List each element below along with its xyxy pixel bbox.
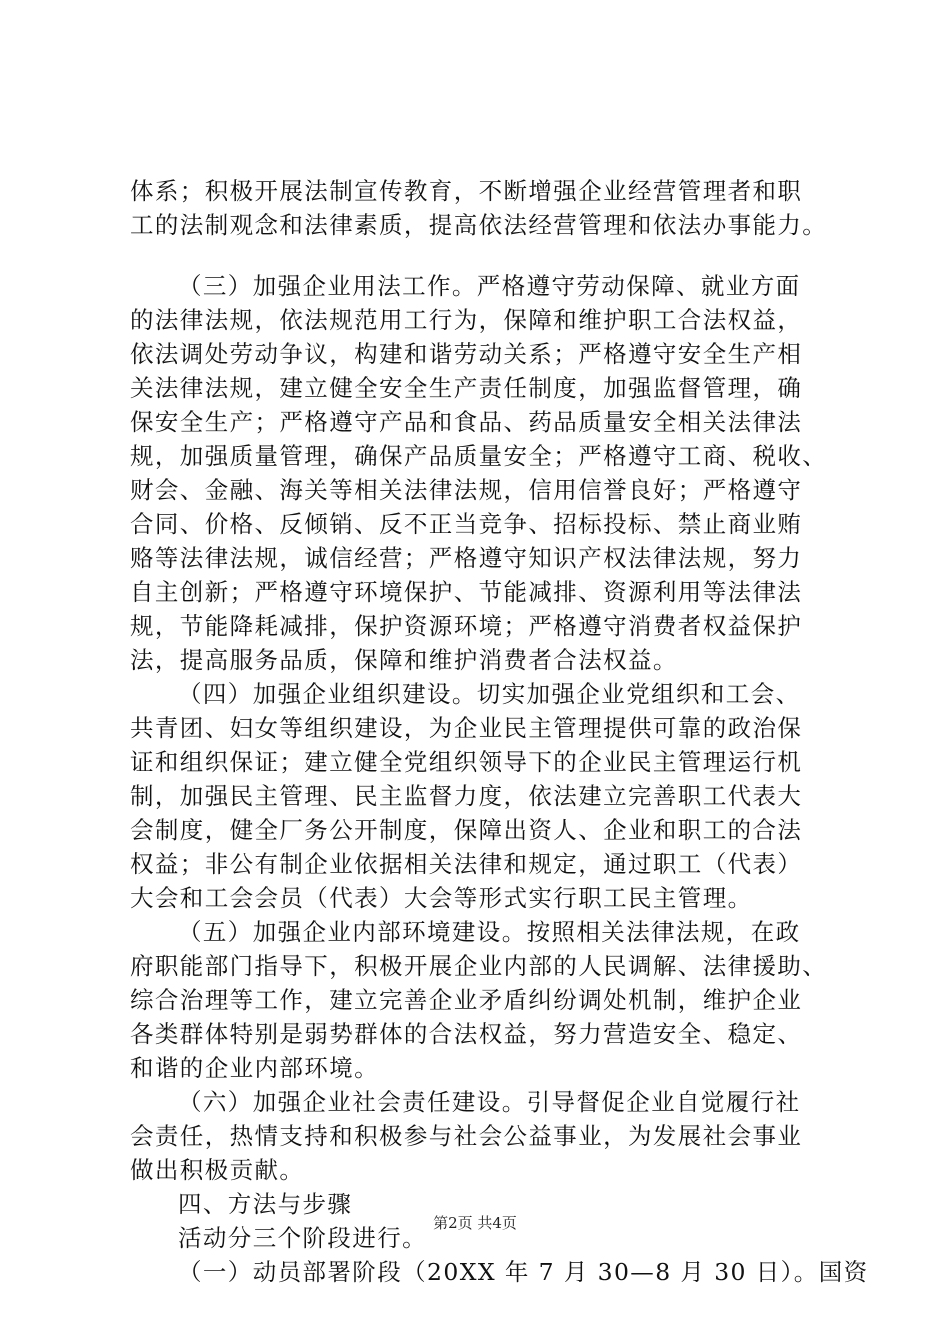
text-line: 规，加强质量管理，确保产品质量安全；严格遵守工商、税收、 — [130, 442, 828, 470]
text-line: 做出积极贡献。 — [130, 1156, 305, 1184]
text-line: 合同、价格、反倾销、反不正当竞争、招标投标、禁止商业贿 — [130, 510, 803, 538]
text-line: 会责任，热情支持和积极参与社会公益事业，为发展社会事业 — [130, 1122, 803, 1150]
paragraph-first-line: （五）加强企业内部环境建设。按照相关法律法规，在政 — [178, 918, 801, 946]
page-number: 第2页 共4页 — [433, 1214, 517, 1232]
text-line: 府职能部门指导下，积极开展企业内部的人民调解、法律援助、 — [130, 952, 828, 980]
paragraph-first-line: （六）加强企业社会责任建设。引导督促企业自觉履行社 — [178, 1088, 801, 1116]
paragraph-first-line: （三）加强企业用法工作。严格遵守劳动保障、就业方面 — [178, 272, 801, 300]
text-line: 规，节能降耗减排，保护资源环境；严格遵守消费者权益保护 — [130, 612, 803, 640]
text-line: 体系；积极开展法制宣传教育，不断增强企业经营管理者和职 — [130, 177, 803, 205]
text-line: 赂等法律法规，诚信经营；严格遵守知识产权法律法规，努力 — [130, 544, 803, 572]
text-line: 保安全生产；严格遵守产品和食品、药品质量安全相关法律法 — [130, 408, 803, 436]
text-line: 证和组织保证；建立健全党组织领导下的企业民主管理运行机 — [130, 748, 803, 776]
paragraph-first-line: （四）加强企业组织建设。切实加强企业党组织和工会、 — [178, 680, 801, 708]
text-line: 大会和工会会员（代表）大会等形式实行职工民主管理。 — [130, 884, 753, 912]
text-line: 关法律法规，建立健全安全生产责任制度，加强监督管理，确 — [130, 374, 803, 402]
text-line: 综合治理等工作，建立完善企业矛盾纠纷调处机制，维护企业 — [130, 986, 803, 1014]
text-line: 依法调处劳动争议，构建和谐劳动关系；严格遵守安全生产相 — [130, 340, 803, 368]
text-line: 共青团、妇女等组织建设，为企业民主管理提供可靠的政治保 — [130, 714, 803, 742]
text-line: 制，加强民主管理、民主监督力度，依法建立完善职工代表大 — [130, 782, 803, 810]
text-line: 活动分三个阶段进行。 — [178, 1224, 427, 1252]
text-line: 财会、金融、海关等相关法律法规，信用信誉良好；严格遵守 — [130, 476, 803, 504]
text-line: 自主创新；严格遵守环境保护、节能减排、资源利用等法律法 — [130, 578, 803, 606]
text-line: 权益；非公有制企业依据相关法律和规定，通过职工（代表） — [130, 850, 803, 878]
section-heading: 四、方法与步骤 — [178, 1190, 353, 1218]
text-line: 工的法制观念和法律素质，提高依法经营管理和依法办事能力。 — [130, 211, 828, 239]
text-line: 法，提高服务品质，保障和维护消费者合法权益。 — [130, 646, 678, 674]
paragraph-first-line: （一）动员部署阶段（20XX 年 7 月 30—8 月 30 日）。国资 — [178, 1258, 869, 1286]
text-line: 会制度，健全厂务公开制度，保障出资人、企业和职工的合法 — [130, 816, 803, 844]
text-line: 各类群体特别是弱势群体的合法权益，努力营造安全、稳定、 — [130, 1020, 803, 1048]
text-line: 和谐的企业内部环境。 — [130, 1054, 379, 1082]
text-line: 的法律法规，依法规范用工行为，保障和维护职工合法权益， — [130, 306, 803, 334]
